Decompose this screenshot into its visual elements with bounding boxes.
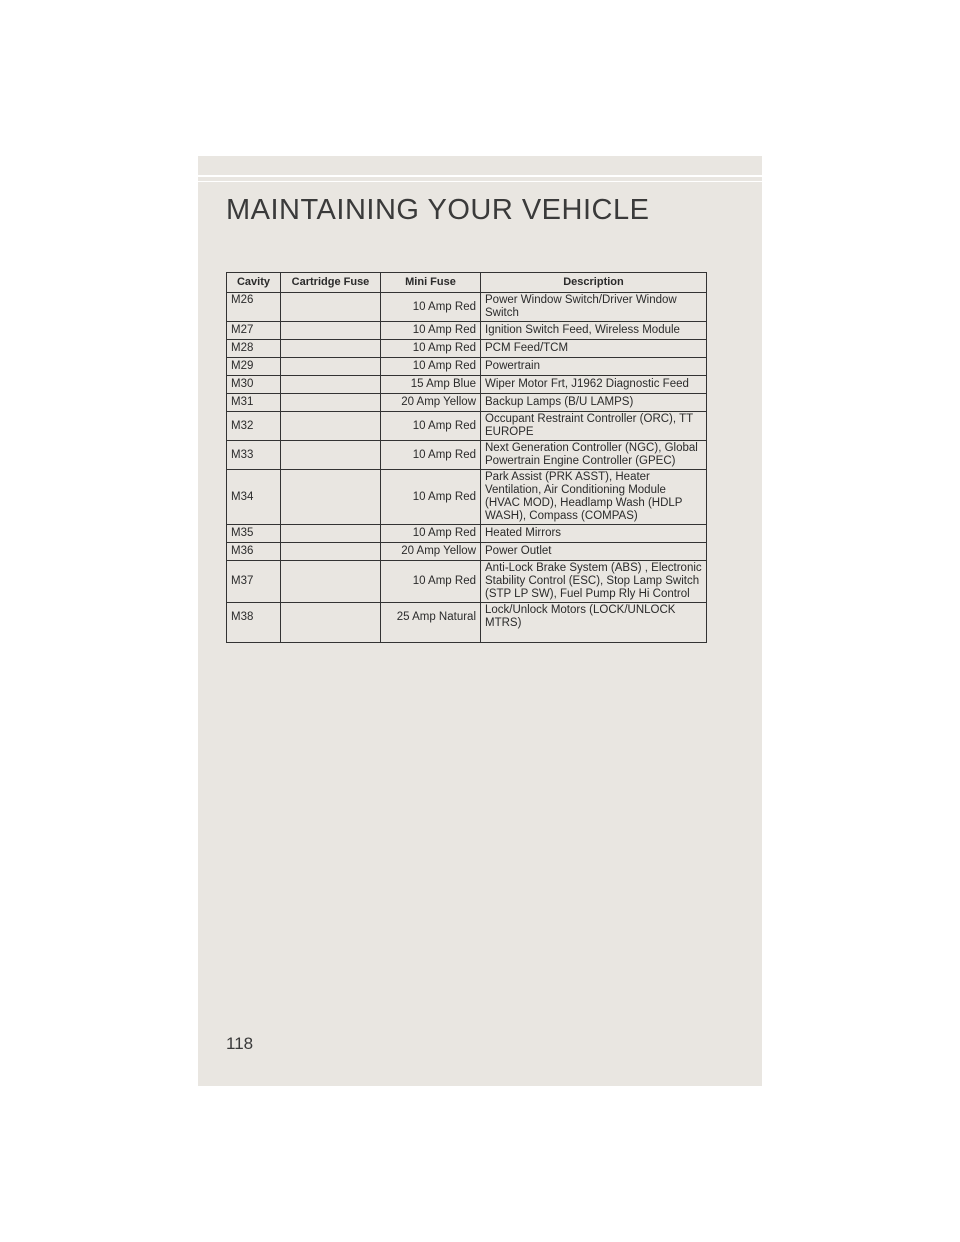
description-cell: PCM Feed/TCM (481, 340, 707, 358)
mini-fuse-cell: 10 Amp Red (381, 441, 481, 470)
description-cell: Anti-Lock Brake System (ABS) , Electronic Stability Control (ESC), Stop Lamp Switch (STP LP SW), Fuel Pump Rly Hi Control (481, 561, 707, 603)
fuse-table (226, 272, 707, 643)
mini-fuse-cell: 10 Amp Red (381, 561, 481, 603)
mini-fuse-cell: 15 Amp Blue (381, 376, 481, 394)
cartridge-cell (281, 603, 381, 643)
cavity-cell: M28 (227, 340, 281, 358)
table-row (227, 358, 707, 376)
mini-fuse-cell: 10 Amp Red (381, 525, 481, 543)
column-header-cartridge-fuse: Cartridge Fuse (281, 273, 381, 293)
manual-page (198, 156, 762, 1086)
description-cell: Power Outlet (481, 543, 707, 561)
table-row (227, 470, 707, 525)
description-cell: Occupant Restraint Controller (ORC), TT EUROPE (481, 412, 707, 441)
cartridge-cell (281, 470, 381, 525)
table-row (227, 441, 707, 470)
table-row (227, 525, 707, 543)
cavity-cell: M32 (227, 412, 281, 441)
cavity-cell: M35 (227, 525, 281, 543)
cartridge-cell (281, 394, 381, 412)
cartridge-cell (281, 376, 381, 394)
cavity-cell: M33 (227, 441, 281, 470)
cavity-cell: M34 (227, 470, 281, 525)
cartridge-cell (281, 340, 381, 358)
description-cell: Park Assist (PRK ASST), Heater Ventilation, Air Conditioning Module (HVAC MOD), Headlamp Wash (HDLP WASH), Compass (COMPAS) (481, 470, 707, 525)
cartridge-cell (281, 412, 381, 441)
mini-fuse-cell: 10 Amp Red (381, 340, 481, 358)
description-cell: Heated Mirrors (481, 525, 707, 543)
cavity-cell: M29 (227, 358, 281, 376)
cavity-cell: M30 (227, 376, 281, 394)
table-row (227, 412, 707, 441)
table-row (227, 322, 707, 340)
table-row (227, 543, 707, 561)
cavity-cell: M27 (227, 322, 281, 340)
cartridge-cell (281, 525, 381, 543)
mini-fuse-cell: 20 Amp Yellow (381, 394, 481, 412)
cartridge-cell (281, 358, 381, 376)
table-row (227, 376, 707, 394)
section-title: MAINTAINING YOUR VEHICLE (226, 194, 650, 226)
column-header-mini-fuse: Mini Fuse (381, 273, 481, 293)
mini-fuse-cell: 20 Amp Yellow (381, 543, 481, 561)
description-cell: Power Window Switch/Driver Window Switch (481, 293, 707, 322)
mini-fuse-cell: 10 Amp Red (381, 358, 481, 376)
page-number: 118 (226, 1034, 254, 1053)
table-header-row (227, 273, 707, 293)
mini-fuse-cell: 10 Amp Red (381, 470, 481, 525)
description-cell: Lock/Unlock Motors (LOCK/UNLOCK MTRS) (481, 603, 707, 643)
cartridge-cell (281, 561, 381, 603)
cartridge-cell (281, 543, 381, 561)
table-row (227, 561, 707, 603)
cartridge-cell (281, 293, 381, 322)
description-cell: Ignition Switch Feed, Wireless Module (481, 322, 707, 340)
cavity-cell: M37 (227, 561, 281, 603)
cavity-cell: M26 (227, 293, 281, 322)
cartridge-cell (281, 322, 381, 340)
description-cell: Next Generation Controller (NGC), Global Powertrain Engine Controller (GPEC) (481, 441, 707, 470)
cartridge-cell (281, 441, 381, 470)
description-cell: Wiper Motor Frt, J1962 Diagnostic Feed (481, 376, 707, 394)
mini-fuse-cell: 10 Amp Red (381, 412, 481, 441)
cavity-cell: M36 (227, 543, 281, 561)
header-rule (198, 175, 762, 177)
column-header-description: Description (481, 273, 707, 293)
cavity-cell: M38 (227, 603, 281, 643)
table-row (227, 603, 707, 643)
description-cell: Backup Lamps (B/U LAMPS) (481, 394, 707, 412)
table-row (227, 340, 707, 358)
table-row (227, 394, 707, 412)
mini-fuse-cell: 10 Amp Red (381, 293, 481, 322)
cavity-cell: M31 (227, 394, 281, 412)
table-row (227, 293, 707, 322)
header-rule-thin (198, 181, 762, 182)
mini-fuse-cell: 10 Amp Red (381, 322, 481, 340)
description-cell: Powertrain (481, 358, 707, 376)
column-header-cavity: Cavity (227, 273, 281, 293)
mini-fuse-cell: 25 Amp Natural (381, 603, 481, 643)
